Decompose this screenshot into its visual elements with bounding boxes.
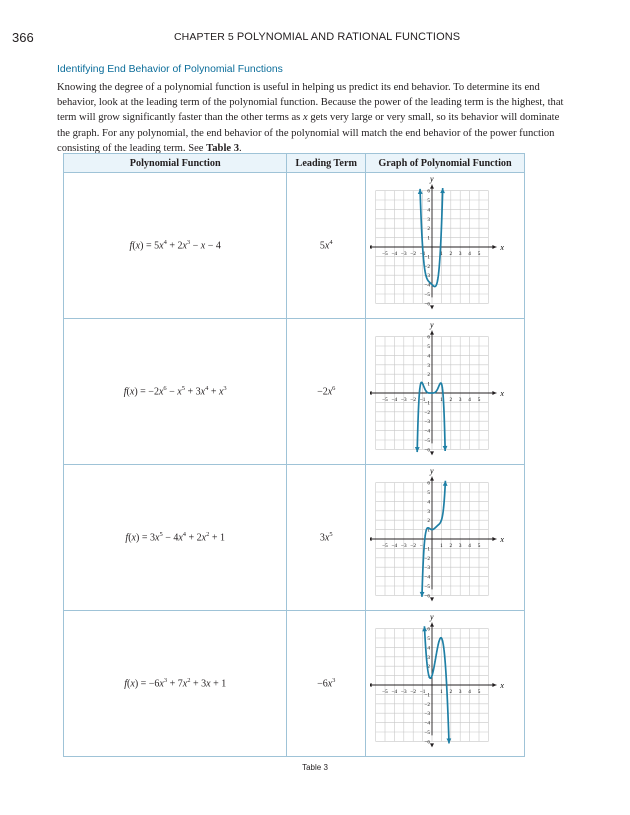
x-tick-label: −5 [382,688,388,695]
x-tick-label: −1 [419,396,426,403]
y-tick-label: 6 [427,334,431,341]
x-tick-label: 5 [477,688,481,695]
x-tick-label: −5 [382,542,388,549]
y-tick-label: −1 [424,691,431,698]
y-tick-label: −6 [424,738,431,745]
header-polynomial-function: Polynomial Function [64,154,287,173]
table-caption: Table 3 [302,763,328,772]
x-axis-label: x [500,534,504,544]
polynomial-graph [370,175,520,317]
graph-cell [366,611,525,757]
graph-cell [366,319,525,465]
graph-axes [370,467,504,601]
section-title: Identifying End Behavior of Polynomial Functions [57,64,283,75]
polynomial-function-cell: $f(x) = -6x^3 + 7x^2 + 3x + 1$ [64,611,287,757]
graph-cell [366,173,525,319]
y-tick-label: −3 [424,710,431,717]
header-leading-term: Leading Term [287,154,366,173]
y-tick-label: −1 [424,545,431,552]
y-tick-label: −2 [424,555,431,562]
leading-term-cell: $-6x^3$ [287,611,366,757]
x-tick-label: −2 [410,250,416,257]
x-tick-label: −2 [410,396,416,403]
x-axis-label: x [500,388,504,398]
paragraph-end: . [239,142,242,154]
x-tick-label: −4 [391,688,398,695]
x-tick-label: 5 [477,542,481,549]
y-tick-label: 2 [427,225,431,232]
y-tick-label: −2 [424,409,431,416]
leading-term-cell: $3x^5$ [287,465,366,611]
graph-axes [370,175,504,309]
table-row [64,173,525,319]
y-tick-label: −3 [424,418,431,425]
y-tick-label: −1 [424,253,431,260]
x-tick-label: 5 [477,396,481,403]
x-tick-label: −1 [419,542,426,549]
y-tick-label: −3 [424,564,431,571]
y-tick-label: 4 [427,206,431,213]
y-tick-label: −4 [424,428,431,435]
y-tick-label: −5 [424,437,431,444]
chapter-label: CHAPTER 5 [174,31,234,43]
y-axis-label: y [430,466,434,476]
end-behavior-table [63,153,525,757]
polynomial-graph [370,467,520,609]
x-tick-label: 2 [449,250,453,257]
polynomial-function-cell: $f(x) = 5x^4 + 2x^3 - x - 4$ [64,173,287,319]
y-tick-label: −5 [424,729,431,736]
table-reference: Table 3 [206,142,240,154]
polynomial-function-cell: $f(x) = -2x^6 - x^5 + 3x^4 + x^3$ [64,319,287,465]
y-tick-label: −6 [424,592,431,599]
leading-term-cell: $-2x^6$ [287,319,366,465]
y-tick-label: 3 [427,216,431,223]
body-paragraph [57,80,569,156]
header-graph: Graph of Polynomial Function [366,154,525,173]
y-tick-label: −4 [424,720,431,727]
graph-axes [370,613,504,747]
table-header-row [64,154,525,173]
y-tick-label: −2 [424,263,431,270]
y-tick-label: −4 [424,574,431,581]
x-tick-label: 3 [458,542,462,549]
x-tick-label: −3 [401,688,407,695]
x-axis-label: x [500,680,504,690]
x-tick-label: −3 [401,542,407,549]
x-tick-label: 4 [468,396,471,403]
y-tick-label: −3 [424,272,431,279]
table-row [64,611,525,757]
y-tick-label: 4 [427,352,431,359]
x-tick-label: −1 [419,688,426,695]
leading-term-cell: $5x^4$ [287,173,366,319]
x-tick-label: 4 [468,542,471,549]
x-tick-label: 1 [440,688,443,695]
y-tick-label: 4 [427,644,431,651]
y-tick-label: 1 [427,527,431,534]
y-tick-label: 3 [427,654,431,661]
x-tick-label: 1 [440,542,443,549]
x-tick-label: 5 [477,250,481,257]
table-row [64,319,525,465]
y-tick-label: −1 [424,399,431,406]
paragraph-text: Knowing the degree of a polynomial function is useful in helping us predict its end behavior. To determine its end behavior, look at the leading term of the polynomial function. Because the power of the leading term is the highest, that term will grow significantly faster than the other terms as x gets very large or very small, so its behavior will dominate the graph. For any polynomial, the end behavior of the polynomial will match the end behavior of the power function consisting of the leading term. See [57,82,564,154]
x-tick-label: −2 [410,688,416,695]
x-tick-label: −3 [401,396,407,403]
y-tick-label: −6 [424,446,431,453]
y-tick-label: 1 [427,381,431,388]
graph-cell [366,465,525,611]
y-tick-label: 1 [427,235,431,242]
table-row [64,465,525,611]
x-tick-label: −1 [419,250,426,257]
x-tick-label: 1 [440,250,443,257]
y-axis-label: y [430,612,434,622]
y-tick-label: 3 [427,362,431,369]
x-tick-label: 4 [468,250,471,257]
x-tick-label: −4 [391,542,398,549]
y-tick-label: 5 [427,489,431,496]
x-tick-label: −2 [410,542,416,549]
y-tick-label: −2 [424,701,431,708]
x-tick-label: −5 [382,396,388,403]
x-tick-label: 1 [440,396,443,403]
x-tick-label: −4 [391,250,398,257]
y-tick-label: −5 [424,291,431,298]
running-header [174,31,460,43]
curve-arrowhead [443,480,448,485]
x-tick-label: −4 [391,396,398,403]
x-axis-label: x [500,242,504,252]
y-tick-label: 5 [427,343,431,350]
y-tick-label: 6 [427,626,431,633]
y-axis-label: y [430,174,434,184]
x-tick-label: −5 [382,250,388,257]
y-tick-label: 3 [427,508,431,515]
y-axis-label: y [430,320,434,330]
y-tick-label: 5 [427,635,431,642]
y-tick-label: −5 [424,583,431,590]
y-tick-label: 2 [427,663,431,670]
x-tick-label: 2 [449,542,453,549]
x-tick-label: 2 [449,688,453,695]
x-tick-label: 3 [458,688,462,695]
y-tick-label: 4 [427,498,431,505]
x-tick-label: 4 [468,688,471,695]
page-number: 366 [12,30,34,45]
x-tick-label: 2 [449,396,453,403]
curve-arrowhead [443,445,448,450]
y-tick-label: 6 [427,188,431,195]
polynomial-function-cell: $f(x) = 3x^5 - 4x^4 + 2x^2 + 1$ [64,465,287,611]
chapter-title: POLYNOMIAL AND RATIONAL FUNCTIONS [236,31,461,43]
x-tick-label: −3 [401,250,407,257]
y-tick-label: 1 [427,673,431,680]
x-tick-label: 3 [458,396,462,403]
y-tick-label: −6 [424,300,431,307]
y-tick-label: 2 [427,517,431,524]
x-tick-label: 3 [458,250,462,257]
y-tick-label: 5 [427,197,431,204]
polynomial-graph [370,321,520,463]
y-tick-label: −4 [424,282,431,289]
y-tick-label: 6 [427,480,431,487]
polynomial-graph [370,613,520,755]
y-tick-label: 2 [427,371,431,378]
curve-arrowhead [418,188,423,193]
